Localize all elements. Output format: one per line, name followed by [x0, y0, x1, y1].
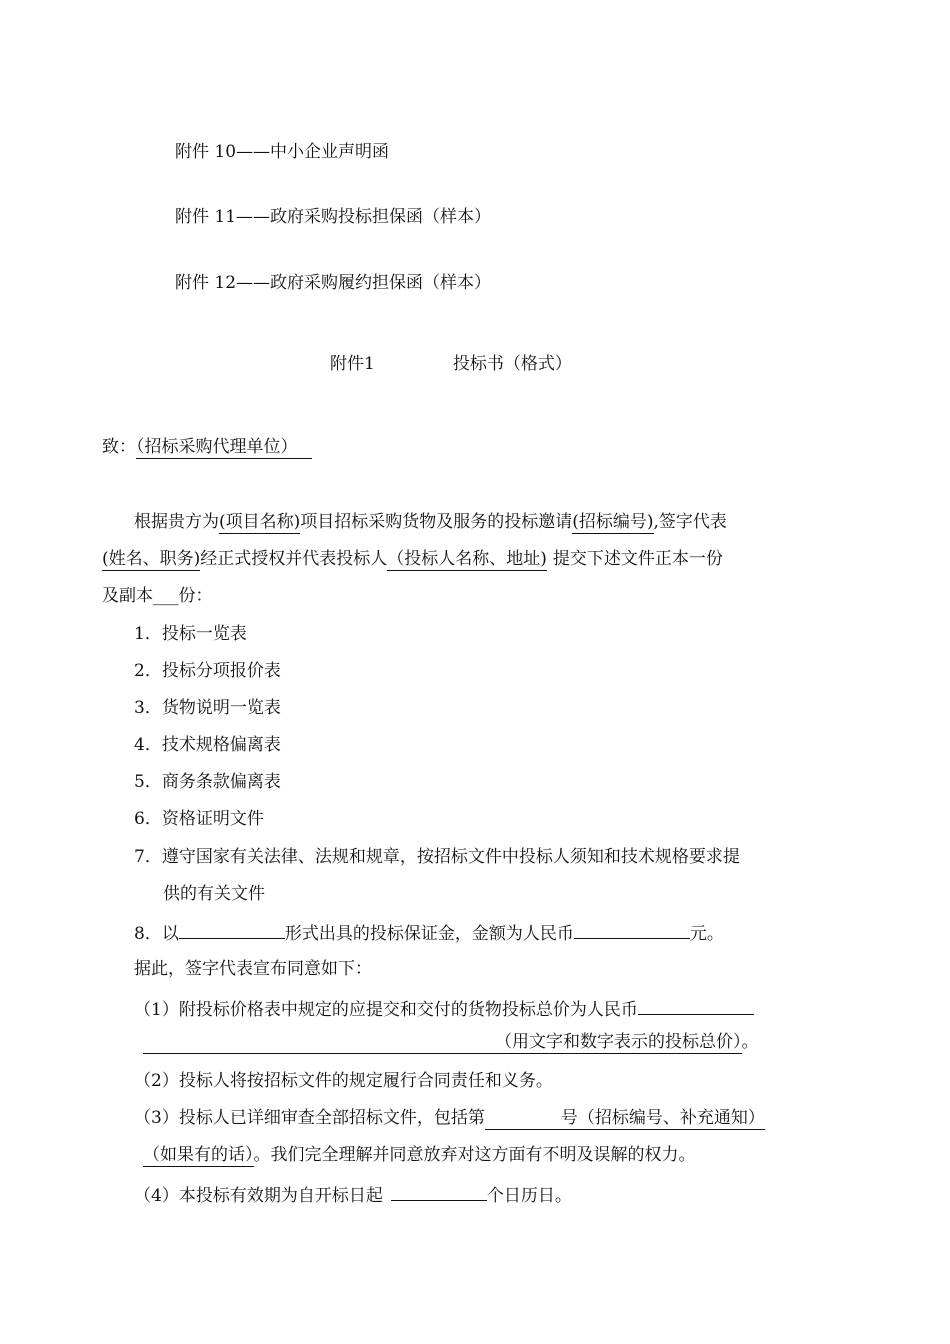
list-item: 2．投标分项报价表 [134, 661, 281, 681]
clause-1 [134, 996, 754, 1021]
list-item: 7．遵守国家有关法律、法规和规章，按招标文件中投标人须知和技术规格要求提 [134, 847, 740, 867]
clause1-text: 。 [741, 1032, 759, 1052]
tender-number-field: (招标编号) [572, 512, 654, 532]
intro-line-3: 及副本___份： [102, 586, 213, 606]
intro-line-1 [134, 511, 727, 533]
list-item: 1．投标一览表 [134, 624, 247, 644]
intro-text: 项目招标采购货物及服务的投标邀请 [300, 512, 573, 532]
tender-number-hint: （招标编号、补充通知） [577, 1108, 765, 1128]
appendix-item-10: 附件 10——中小企业声明函 [175, 142, 390, 162]
list-item: 4．技术规格偏离表 [134, 735, 281, 755]
item8-text: 8．以 [134, 924, 179, 944]
title-label: 附件1 [330, 354, 375, 374]
item8-text: 元。 [689, 924, 724, 944]
declaration-line: 据此，签字代表宣布同意如下： [134, 959, 372, 979]
clause1-text: （1）附投标价格表中规定的应提交和交付的货物投标总价为人民币 [134, 1000, 638, 1020]
intro-line-2 [102, 548, 723, 570]
item8-text: 形式出具的投标保证金，金额为人民币 [284, 924, 574, 944]
intro-text: 经正式授权并代表投标人 [200, 549, 388, 569]
intro-text: 根据贵方为 [134, 512, 219, 532]
appendix-item-12: 附件 12——政府采购履约担保函（样本） [175, 273, 492, 293]
list-item-8 [134, 920, 724, 945]
project-name-field: (项目名称) [219, 512, 301, 532]
to-line [102, 436, 312, 458]
clause-3 [134, 1107, 765, 1129]
guarantee-form-blank[interactable] [179, 920, 285, 939]
list-item: 6．资格证明文件 [134, 809, 264, 829]
addressee-field: （招标采购代理单位） [136, 437, 312, 459]
total-price-blank[interactable] [638, 996, 754, 1015]
if-any-field: （如果有的话） [143, 1145, 254, 1165]
appendix-item-11: 附件 11——政府采购投标担保函（样本） [175, 207, 492, 227]
clause3-text: 。我们完全理解并同意放弃对这方面有不明及误解的权力。 [253, 1145, 696, 1165]
clause4-text: （4）本投标有效期为自开标日起 [134, 1186, 383, 1206]
clause4-text: 个日历日。 [486, 1186, 572, 1206]
list-item-continued: 供的有关文件 [163, 884, 265, 904]
intro-text: ,签字代表 [653, 512, 727, 532]
clause-4 [134, 1182, 572, 1207]
total-price-words-field: （用文字和数字表示的投标总价） [143, 1032, 742, 1054]
name-title-field: (姓名、职务) [102, 549, 201, 569]
intro-text: 提交下述文件正本一份 [552, 549, 723, 569]
guarantee-amount-blank[interactable] [574, 920, 690, 939]
list-item: 5．商务条款偏离表 [134, 772, 281, 792]
clause-3-line-2 [143, 1144, 696, 1166]
tender-number-blank: 号 [485, 1108, 578, 1130]
clause3-text: （3）投标人已详细审查全部招标文件，包括第 [134, 1108, 485, 1128]
bidder-name-address-field: （投标人名称、地址) [387, 549, 547, 569]
validity-days-blank[interactable] [391, 1182, 487, 1201]
page-title [330, 353, 572, 375]
list-item: 3．货物说明一览表 [134, 698, 281, 718]
title-name: 投标书（格式） [452, 354, 572, 374]
to-prefix: 致： [102, 437, 136, 457]
clause-2: （2）投标人将按招标文件的规定履行合同责任和义务。 [134, 1071, 553, 1091]
clause-1-line-2 [143, 1031, 759, 1053]
